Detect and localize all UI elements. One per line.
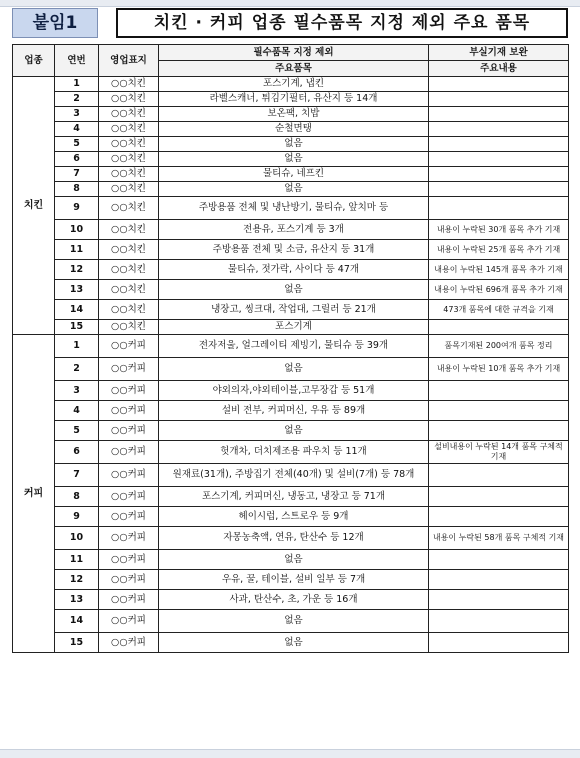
- table-row: [13, 633, 569, 653]
- row-number: 2: [55, 358, 99, 381]
- table-row: [13, 167, 569, 182]
- required-items: 자몽농축액, 연유, 탄산수 등 12개: [159, 527, 429, 550]
- table-row: [13, 107, 569, 122]
- table-row: [13, 401, 569, 421]
- business-name: ○○치킨: [99, 107, 159, 122]
- deficiency-note: [429, 320, 569, 335]
- deficiency-note: 내용이 누락된 145개 품목 추가 기재: [429, 260, 569, 280]
- row-number: 11: [55, 240, 99, 260]
- deficiency-note: [429, 570, 569, 590]
- deficiency-note: [429, 381, 569, 401]
- table-row: [13, 464, 569, 487]
- col-header-deficiency-group: 부실기재 보완: [429, 45, 569, 61]
- table-row: [13, 240, 569, 260]
- deficiency-note: [429, 77, 569, 92]
- business-name: ○○치킨: [99, 92, 159, 107]
- row-number: 5: [55, 421, 99, 441]
- business-name: ○○치킨: [99, 77, 159, 92]
- business-name: ○○커피: [99, 590, 159, 610]
- business-name: ○○커피: [99, 507, 159, 527]
- required-items: 야외의자,야외테이블,고무장갑 등 51개: [159, 381, 429, 401]
- business-name: ○○치킨: [99, 137, 159, 152]
- required-items: 없음: [159, 550, 429, 570]
- business-name: ○○커피: [99, 570, 159, 590]
- business-name: ○○커피: [99, 487, 159, 507]
- required-items: 헤이시럽, 스트로우 등 9개: [159, 507, 429, 527]
- business-name: ○○커피: [99, 633, 159, 653]
- table-row: [13, 92, 569, 107]
- table-row: [13, 610, 569, 633]
- deficiency-note: [429, 550, 569, 570]
- required-items: 순철면탱: [159, 122, 429, 137]
- row-number: 5: [55, 137, 99, 152]
- row-number: 15: [55, 633, 99, 653]
- table-row: [13, 260, 569, 280]
- required-items: 없음: [159, 182, 429, 197]
- required-items: 포스기계, 냅킨: [159, 77, 429, 92]
- row-number: 1: [55, 77, 99, 92]
- business-name: ○○커피: [99, 464, 159, 487]
- table-row: [13, 122, 569, 137]
- business-name: ○○치킨: [99, 197, 159, 220]
- business-name: ○○치킨: [99, 182, 159, 197]
- deficiency-note: [429, 487, 569, 507]
- deficiency-note: 내용이 누락된 25개 품목 추가 기재: [429, 240, 569, 260]
- row-number: 15: [55, 320, 99, 335]
- table-row: [13, 335, 569, 358]
- business-name: ○○치킨: [99, 122, 159, 137]
- col-header-required-group: 필수품목 지정 제외: [159, 45, 429, 61]
- category-label-coffee: 커피: [13, 335, 55, 653]
- deficiency-note: 설비내용이 누락된 14개 품목 구체적 기재: [429, 441, 569, 464]
- deficiency-note: [429, 507, 569, 527]
- required-items: 포스기계, 커피머신, 냉동고, 냉장고 등 71개: [159, 487, 429, 507]
- business-name: ○○커피: [99, 550, 159, 570]
- table-row: [13, 441, 569, 464]
- required-items: 냉장고, 씽크대, 작업대, 그릴러 등 21개: [159, 300, 429, 320]
- deficiency-note: [429, 167, 569, 182]
- row-number: 6: [55, 441, 99, 464]
- table-row: [13, 220, 569, 240]
- required-items: 라벨스캐너, 튀김기필터, 유산지 등 14개: [159, 92, 429, 107]
- required-items: 설비 전부, 커피머신, 우유 등 89개: [159, 401, 429, 421]
- required-items: 주방용품 전체 및 냉난방기, 물티슈, 앞치마 등: [159, 197, 429, 220]
- business-name: ○○커피: [99, 358, 159, 381]
- row-number: 6: [55, 152, 99, 167]
- business-name: ○○커피: [99, 381, 159, 401]
- required-items: 없음: [159, 610, 429, 633]
- table-row: [13, 358, 569, 381]
- table-row: [13, 570, 569, 590]
- row-number: 3: [55, 381, 99, 401]
- row-number: 7: [55, 464, 99, 487]
- required-items: 헛개차, 더치제조용 파우치 등 11개: [159, 441, 429, 464]
- required-items: 원재료(31개), 주방집기 전체(40개) 및 설비(7개) 등 78개: [159, 464, 429, 487]
- required-items: 전자저울, 얼그레이티 제빙기, 물티슈 등 39개: [159, 335, 429, 358]
- required-items: 없음: [159, 358, 429, 381]
- required-items: 보온팩, 치밥: [159, 107, 429, 122]
- required-items: 전용유, 포스기계 등 3개: [159, 220, 429, 240]
- deficiency-note: [429, 92, 569, 107]
- row-number: 11: [55, 550, 99, 570]
- table-row: [13, 137, 569, 152]
- deficiency-note: 내용이 누락된 30개 품목 추가 기재: [429, 220, 569, 240]
- row-number: 14: [55, 610, 99, 633]
- top-strip: [0, 0, 580, 7]
- business-name: ○○커피: [99, 610, 159, 633]
- items-table: [12, 44, 569, 653]
- table-row: [13, 507, 569, 527]
- table-row: [13, 320, 569, 335]
- deficiency-note: [429, 122, 569, 137]
- business-name: ○○치킨: [99, 260, 159, 280]
- col-header-category: 업종: [13, 45, 55, 77]
- deficiency-note: [429, 137, 569, 152]
- deficiency-note: 내용이 누락된 10개 품목 추가 기재: [429, 358, 569, 381]
- deficiency-note: [429, 464, 569, 487]
- row-number: 8: [55, 182, 99, 197]
- table-row: [13, 197, 569, 220]
- required-items: 사과, 탄산수, 초, 가운 등 16개: [159, 590, 429, 610]
- required-items: 없음: [159, 152, 429, 167]
- required-items: 없음: [159, 633, 429, 653]
- business-name: ○○치킨: [99, 300, 159, 320]
- table-row: [13, 182, 569, 197]
- deficiency-note: [429, 107, 569, 122]
- required-items: 물티슈, 젓가락, 사이다 등 47개: [159, 260, 429, 280]
- row-number: 13: [55, 590, 99, 610]
- deficiency-note: 품목기재된 200여개 품목 정리: [429, 335, 569, 358]
- table-row: [13, 487, 569, 507]
- deficiency-note: [429, 590, 569, 610]
- table-row: [13, 550, 569, 570]
- required-items: 없음: [159, 280, 429, 300]
- row-number: 8: [55, 487, 99, 507]
- deficiency-note: [429, 401, 569, 421]
- deficiency-note: [429, 610, 569, 633]
- deficiency-note: [429, 421, 569, 441]
- deficiency-note: [429, 197, 569, 220]
- business-name: ○○치킨: [99, 220, 159, 240]
- row-number: 14: [55, 300, 99, 320]
- row-number: 2: [55, 92, 99, 107]
- business-name: ○○커피: [99, 421, 159, 441]
- table-row: [13, 300, 569, 320]
- col-header-business: 영업표지: [99, 45, 159, 77]
- deficiency-note: [429, 633, 569, 653]
- col-header-number: 연번: [55, 45, 99, 77]
- table-row: [13, 421, 569, 441]
- row-number: 10: [55, 527, 99, 550]
- row-number: 1: [55, 335, 99, 358]
- deficiency-note: 473개 품목에 대한 규격을 기재: [429, 300, 569, 320]
- row-number: 10: [55, 220, 99, 240]
- business-name: ○○치킨: [99, 320, 159, 335]
- business-name: ○○커피: [99, 335, 159, 358]
- business-name: ○○치킨: [99, 152, 159, 167]
- required-items: 물티슈, 네프킨: [159, 167, 429, 182]
- row-number: 13: [55, 280, 99, 300]
- document-header: [12, 8, 568, 38]
- row-number: 12: [55, 260, 99, 280]
- deficiency-note: [429, 182, 569, 197]
- col-header-required-items: 주요품목: [159, 61, 429, 77]
- row-number: 3: [55, 107, 99, 122]
- business-name: ○○치킨: [99, 280, 159, 300]
- table-row: [13, 280, 569, 300]
- row-number: 7: [55, 167, 99, 182]
- business-name: ○○커피: [99, 401, 159, 421]
- deficiency-note: 내용이 누락된 696개 품목 추가 기재: [429, 280, 569, 300]
- business-name: ○○커피: [99, 441, 159, 464]
- table-row: [13, 590, 569, 610]
- table-row: [13, 152, 569, 167]
- col-header-deficiency-content: 주요내용: [429, 61, 569, 77]
- row-number: 9: [55, 507, 99, 527]
- business-name: ○○커피: [99, 527, 159, 550]
- required-items: 없음: [159, 421, 429, 441]
- required-items: 우유, 꿀, 테이블, 설비 일부 등 7개: [159, 570, 429, 590]
- deficiency-note: 내용이 누락된 58개 품목 구체적 기재: [429, 527, 569, 550]
- table-row: [13, 77, 569, 92]
- row-number: 9: [55, 197, 99, 220]
- required-items: 포스기계: [159, 320, 429, 335]
- table-row: [13, 381, 569, 401]
- row-number: 12: [55, 570, 99, 590]
- table-row: [13, 527, 569, 550]
- deficiency-note: [429, 152, 569, 167]
- business-name: ○○치킨: [99, 240, 159, 260]
- attachment-badge: 붙임1: [12, 8, 98, 38]
- category-label-chicken: 치킨: [13, 77, 55, 335]
- page-title: 치킨 · 커피 업종 필수품목 지정 제외 주요 품목: [116, 8, 568, 38]
- required-items: 없음: [159, 137, 429, 152]
- business-name: ○○치킨: [99, 167, 159, 182]
- row-number: 4: [55, 122, 99, 137]
- row-number: 4: [55, 401, 99, 421]
- required-items: 주방용품 전체 및 소금, 유산지 등 31개: [159, 240, 429, 260]
